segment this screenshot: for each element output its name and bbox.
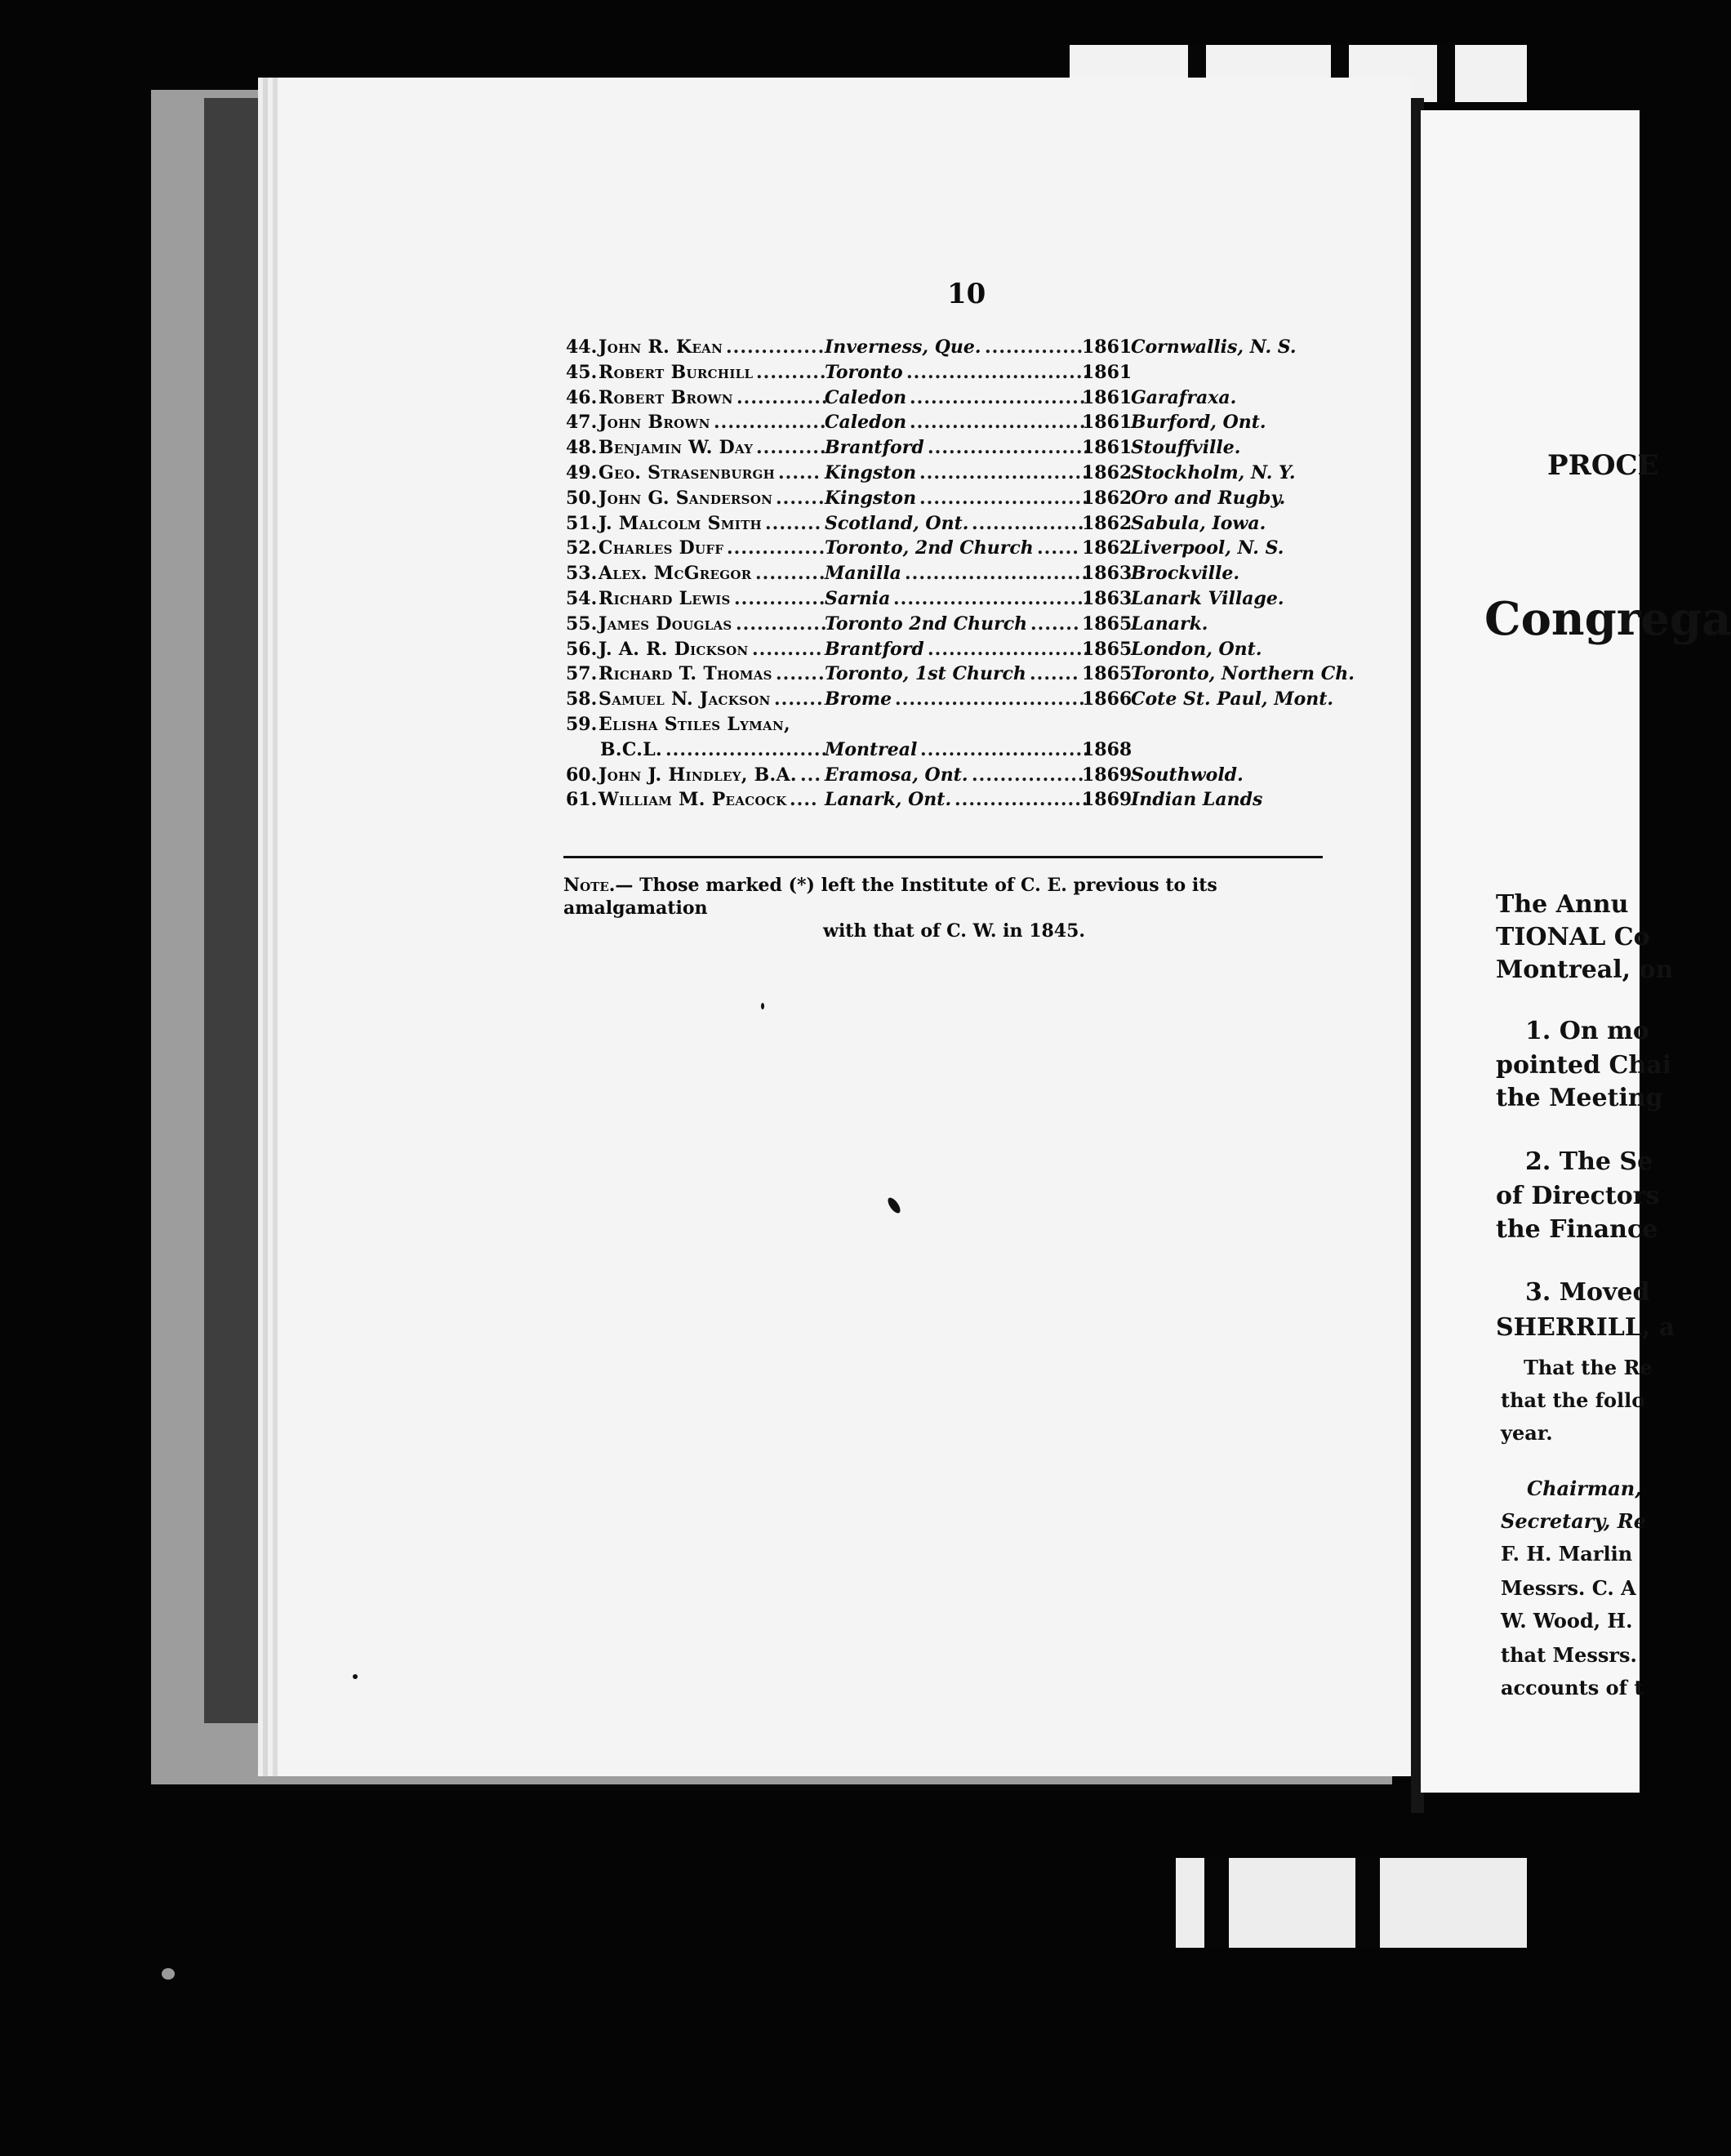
roll-entry-charge: Cornwallis, N. S. bbox=[1131, 336, 1297, 358]
roll-entry-name: Samuel N. Jackson bbox=[599, 688, 771, 710]
roll-entry-charge: Cote St. Paul, Mont. bbox=[1131, 688, 1334, 710]
roll-entry bbox=[567, 561, 1351, 586]
roll-entry-origin: Kingston bbox=[825, 461, 917, 483]
roll-entry-year: 1862 bbox=[1082, 512, 1132, 534]
roll-entry-name: B.C.L. bbox=[600, 738, 662, 760]
roll-entry-year: 1865 bbox=[1082, 612, 1132, 635]
footnote-line-2: with that of C. W. in 1845. bbox=[823, 920, 1086, 942]
roll-entry-origin: Kingston bbox=[825, 487, 917, 509]
roll-entry-name: John G. Sanderson bbox=[599, 487, 773, 509]
roll-entry-year: 1861 bbox=[1082, 361, 1132, 383]
roll-entry-charge: Lanark Village. bbox=[1131, 587, 1284, 609]
leader-dots: ............................ bbox=[893, 587, 1092, 609]
leader-dots: .............. bbox=[985, 336, 1084, 358]
roll-entry-number: 61. bbox=[566, 789, 598, 811]
leader-dots: ....................... bbox=[928, 437, 1091, 459]
strip-gap bbox=[1437, 45, 1455, 102]
roll-entry-number: 47. bbox=[566, 412, 598, 434]
roll-entry-origin: Lanark, Ont. bbox=[825, 789, 952, 811]
leader-dots: ....................... bbox=[928, 638, 1091, 660]
leader-dots: .......................... bbox=[906, 361, 1091, 383]
roll-entry-charge: Stockholm, N. Y. bbox=[1131, 461, 1296, 483]
roll-entry-charge: Lanark. bbox=[1131, 612, 1208, 635]
roll-entry-number: 54. bbox=[566, 587, 598, 609]
facing-page-line: That the Re bbox=[1524, 1356, 1653, 1379]
section-divider bbox=[563, 856, 1323, 858]
facing-page-line: year. bbox=[1501, 1421, 1553, 1445]
roll-entry-number: 57. bbox=[566, 663, 598, 685]
facing-page-line: pointed Chai bbox=[1496, 1051, 1672, 1080]
roll-entry-number: 44. bbox=[566, 336, 598, 358]
roll-entry-name: Elisha Stiles Lyman, bbox=[599, 713, 790, 735]
roll-entry bbox=[567, 787, 1351, 813]
facing-page-line: F. H. Marlin bbox=[1501, 1542, 1633, 1566]
roll-entry-number: 45. bbox=[566, 361, 598, 383]
roll-entry-charge: Indian Lands bbox=[1131, 789, 1263, 811]
roll-entry-year: 1865 bbox=[1082, 638, 1132, 660]
scan-speck bbox=[162, 1968, 175, 1980]
roll-entry-origin: Brome bbox=[825, 688, 892, 710]
leader-dots: ......................... bbox=[910, 412, 1087, 434]
facing-page-line: Secretary, Re bbox=[1501, 1509, 1646, 1533]
facing-page-line: that Messrs. bbox=[1501, 1643, 1637, 1667]
roll-entry-charge: London, Ont. bbox=[1131, 638, 1262, 660]
facing-page-line: the Finance bbox=[1496, 1215, 1658, 1244]
roll-entry-charge: Brockville. bbox=[1131, 563, 1240, 585]
roll-entry-name: Benjamin W. Day bbox=[599, 437, 754, 459]
roll-entry bbox=[567, 486, 1351, 511]
roll-entry-origin: Toronto bbox=[825, 361, 903, 383]
roll-entry-number: 58. bbox=[566, 688, 598, 710]
roll-entry-number: 46. bbox=[566, 386, 598, 408]
roll-entry-year: 1863 bbox=[1082, 563, 1132, 585]
leader-dots: ... bbox=[800, 764, 821, 786]
roll-entry-origin: Sarnia bbox=[825, 587, 891, 609]
roll-entry-charge: Sabula, Iowa. bbox=[1131, 512, 1266, 534]
roll-entry-number: 56. bbox=[566, 638, 598, 660]
roll-entry-name: Richard Lewis bbox=[599, 587, 731, 609]
leader-dots: ....... bbox=[1030, 612, 1080, 635]
scan-speck bbox=[761, 1003, 764, 1009]
roll-entry-name: Robert Brown bbox=[599, 386, 733, 408]
facing-page-line: The Annu bbox=[1496, 890, 1629, 919]
roll-entry bbox=[567, 586, 1351, 612]
roll-entry bbox=[567, 461, 1351, 486]
roll-entry bbox=[567, 511, 1351, 537]
leader-dots: ............. bbox=[736, 612, 828, 635]
leader-dots: ....... bbox=[1030, 663, 1079, 685]
roll-entry bbox=[567, 360, 1351, 385]
roll-entry-origin: Caledon bbox=[825, 412, 907, 434]
right-page bbox=[1421, 110, 1731, 1793]
facing-page-line: 2. The Se bbox=[1525, 1147, 1653, 1176]
facing-page-line: W. Wood, H. bbox=[1501, 1609, 1633, 1633]
roll-entry-charge: Oro and Rugby. bbox=[1131, 487, 1286, 509]
roll-entry-origin: Scotland, Ont. bbox=[825, 512, 969, 534]
leader-dots: .......... bbox=[756, 437, 827, 459]
roll-entry bbox=[567, 712, 1351, 737]
roll-entry bbox=[567, 335, 1351, 360]
scan-speck bbox=[353, 1674, 358, 1679]
facing-page-heading: PROCE bbox=[1547, 449, 1659, 482]
roll-entry-name: J. A. R. Dickson bbox=[599, 638, 749, 660]
footnote bbox=[563, 874, 1331, 942]
leader-dots: ...... bbox=[778, 461, 821, 483]
facing-page-line: Chairman, bbox=[1527, 1477, 1642, 1500]
leader-dots: ................ bbox=[714, 412, 827, 434]
roll-entry-name: William M. Peacock bbox=[599, 789, 787, 811]
roll-entry-name: Robert Burchill bbox=[599, 361, 754, 383]
roll-entry bbox=[567, 612, 1351, 637]
roll-entry-name: Richard T. Thomas bbox=[599, 663, 772, 685]
strip-gap bbox=[1204, 1858, 1229, 1948]
strip-gap bbox=[1355, 1858, 1380, 1948]
facing-page-line: 1. On mo bbox=[1525, 1017, 1649, 1045]
facing-page-line: Montreal, on bbox=[1496, 956, 1674, 984]
scan-background-strip bbox=[1176, 1858, 1527, 1948]
roll-entry bbox=[567, 737, 1351, 763]
roll-entry bbox=[567, 385, 1351, 411]
roll-entry-number: 49. bbox=[566, 461, 598, 483]
leader-dots: ................... bbox=[954, 789, 1089, 811]
roll-entry-year: 1862 bbox=[1082, 461, 1132, 483]
roll-entry-origin: Manilla bbox=[825, 563, 901, 585]
roll-entry-number: 48. bbox=[566, 437, 598, 459]
facing-page-line: that the follo bbox=[1501, 1388, 1645, 1412]
leader-dots: .............. bbox=[727, 537, 826, 559]
roll-entry-origin: Inverness, Que. bbox=[825, 336, 981, 358]
leader-dots: ........................ bbox=[919, 461, 1089, 483]
leader-dots: ....... bbox=[774, 688, 824, 710]
leader-dots: .......................... bbox=[905, 563, 1089, 585]
leader-dots: ............. bbox=[734, 587, 826, 609]
leader-dots: .............. bbox=[726, 336, 825, 358]
roll-entry-name: James Douglas bbox=[599, 612, 732, 635]
leader-dots: ........................ bbox=[919, 487, 1089, 509]
roll-entry-charge: Stouffville. bbox=[1131, 437, 1241, 459]
roll-entry-name: Charles Duff bbox=[599, 537, 724, 559]
roll-entry bbox=[567, 536, 1351, 561]
roll-entry-year: 1861 bbox=[1082, 336, 1132, 358]
roll-entry-charge: Burford, Ont. bbox=[1131, 412, 1266, 434]
facing-page-line: the Meeting bbox=[1496, 1084, 1663, 1112]
leader-dots: ........................ bbox=[920, 738, 1090, 760]
roll-entry-year: 1863 bbox=[1082, 587, 1132, 609]
roll-entry-number: 53. bbox=[566, 563, 598, 585]
roll-entry-name: John Brown bbox=[599, 412, 710, 434]
roll-entry-year: 1861 bbox=[1082, 386, 1132, 408]
roll-entry-number: 60. bbox=[566, 764, 598, 786]
roll-entry-year: 1868 bbox=[1082, 738, 1132, 760]
facing-page-line: Messrs. C. A bbox=[1501, 1576, 1636, 1600]
roll-entry-year: 1865 bbox=[1082, 663, 1132, 685]
roll-entry-number: 50. bbox=[566, 487, 598, 509]
roll-entry-name: Geo. Strasenburgh bbox=[599, 461, 776, 483]
leader-dots: ....... bbox=[776, 487, 825, 509]
leader-dots: .......... bbox=[756, 361, 827, 383]
leader-dots: ................ bbox=[972, 764, 1085, 786]
roll-entry-origin: Toronto, 1st Church bbox=[825, 663, 1026, 685]
roll-entry bbox=[567, 435, 1351, 461]
footnote-line-1: Those marked (*) left the Institute of C. E. previous to its amalgamation bbox=[563, 875, 1217, 919]
facing-page-line: SHERRILL, a bbox=[1496, 1313, 1675, 1342]
facing-page-line: 3. Moved bbox=[1525, 1278, 1650, 1307]
roll-entry-year: 1869 bbox=[1082, 764, 1132, 786]
leader-dots: .......... bbox=[752, 638, 823, 660]
roll-entry-year: 1861 bbox=[1082, 412, 1132, 434]
facing-page-blackletter-title: Congrega bbox=[1484, 592, 1731, 646]
footnote-label: Note.— bbox=[563, 875, 634, 896]
leader-dots: ....... bbox=[776, 663, 825, 685]
roll-entry bbox=[567, 763, 1351, 788]
leader-dots: .... bbox=[790, 789, 818, 811]
leader-dots: ......................... bbox=[910, 386, 1087, 408]
roll-entry-origin: Eramosa, Ont. bbox=[825, 764, 968, 786]
roll-entry-name: Alex. McGregor bbox=[599, 563, 752, 585]
roll-entry-number: 51. bbox=[566, 512, 598, 534]
roll-entry bbox=[567, 637, 1351, 662]
leader-dots: ............................ bbox=[895, 688, 1093, 710]
leader-dots: ....................... bbox=[665, 738, 829, 760]
roll-entry bbox=[567, 687, 1351, 712]
page-number: 10 bbox=[947, 278, 986, 310]
roll-entry-year: 1866 bbox=[1082, 688, 1132, 710]
roll-entry-charge: Garafraxa. bbox=[1131, 386, 1237, 408]
roll-entry bbox=[566, 662, 1355, 687]
roll-entry-number: 52. bbox=[566, 537, 598, 559]
roll-entry-number: 55. bbox=[566, 612, 598, 635]
facing-page-line: TIONAL Co bbox=[1496, 923, 1650, 951]
roll-entry-year: 1861 bbox=[1082, 437, 1132, 459]
roll-entry-origin: Toronto, 2nd Church bbox=[825, 537, 1034, 559]
roll-entry bbox=[567, 410, 1351, 435]
roll-entry-name: J. Malcolm Smith bbox=[599, 512, 763, 534]
leader-dots: ...... bbox=[1037, 537, 1079, 559]
roll-entry-origin: Toronto 2nd Church bbox=[825, 612, 1028, 635]
roll-entry-year: 1869 bbox=[1082, 789, 1132, 811]
leader-dots: ................ bbox=[972, 512, 1085, 534]
roll-entry-charge: Liverpool, N. S. bbox=[1131, 537, 1284, 559]
roll-entry-charge: Southwold. bbox=[1131, 764, 1244, 786]
alumni-roll bbox=[566, 335, 1355, 813]
roll-entry-origin: Brantford bbox=[825, 638, 924, 660]
roll-entry-charge: Toronto, Northern Ch. bbox=[1131, 663, 1355, 685]
roll-entry-name: John J. Hindley, B.A. bbox=[599, 764, 797, 786]
roll-entry-year: 1862 bbox=[1082, 487, 1132, 509]
facing-page-line: accounts of t bbox=[1501, 1676, 1644, 1699]
roll-entry-number: 59. bbox=[566, 713, 598, 735]
leader-dots: ............. bbox=[736, 386, 829, 408]
roll-entry-origin: Caledon bbox=[825, 386, 907, 408]
roll-entry-origin: Montreal bbox=[825, 738, 918, 760]
roll-entry-name: John R. Kean bbox=[599, 336, 723, 358]
facing-page-line: of Directors bbox=[1496, 1182, 1660, 1210]
roll-entry-origin: Brantford bbox=[825, 437, 924, 459]
leader-dots: ........ bbox=[765, 512, 822, 534]
leader-dots: .......... bbox=[755, 563, 826, 585]
roll-entry-year: 1862 bbox=[1082, 537, 1132, 559]
